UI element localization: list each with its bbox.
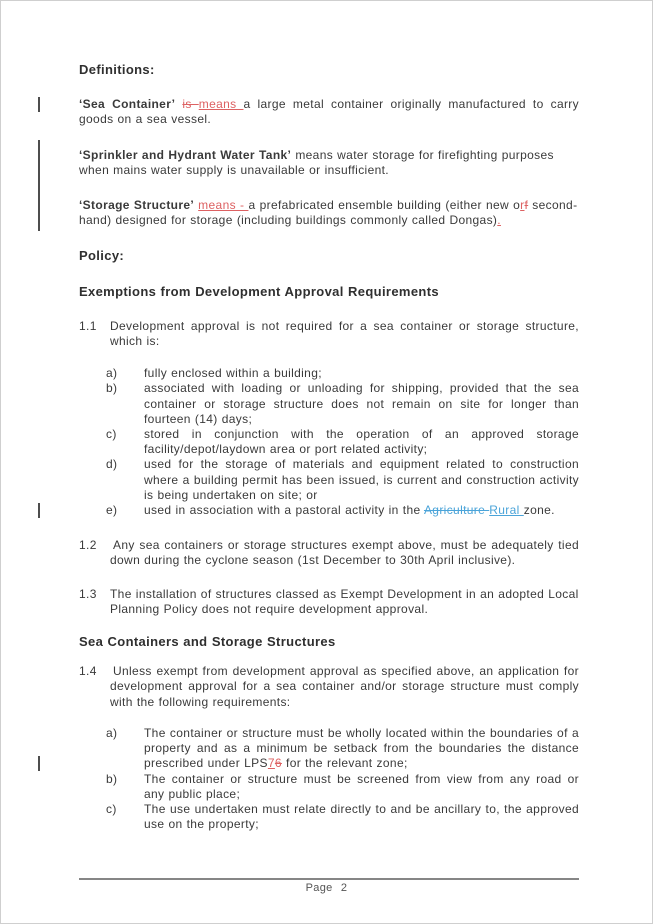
tracked-insertion-blue: Rural — [489, 503, 524, 518]
policy-heading: Policy: — [79, 248, 125, 264]
subclause-text: used for the storage of materials and equipment related to construction where a building permit has been issued, is current and construction activity is being undertaken on site; or — [144, 457, 579, 502]
sea-containers-heading: Sea Containers and Storage Structures — [79, 634, 336, 650]
subclause-text — [144, 503, 579, 518]
change-bar — [38, 97, 40, 112]
subclause-letter: b) — [106, 771, 118, 786]
subclause-d — [106, 457, 579, 503]
change-bar — [38, 756, 40, 771]
subclause-c — [106, 427, 579, 457]
subclause-a — [106, 726, 579, 772]
subclause-text-part: used in association with a pastoral activity in the — [144, 503, 424, 518]
subclause-letter: d) — [106, 457, 118, 472]
definitions-heading: Definitions: — [79, 62, 155, 77]
clause-1-2 — [79, 538, 579, 568]
subclause-letter: c) — [106, 427, 117, 442]
tracked-insertion: r — [520, 198, 525, 213]
clause-number: 1.4 — [79, 664, 97, 679]
subclause-letter: b) — [106, 381, 118, 396]
clause-text: The installation of structures classed as Exempt Development in an adopted Local Planning Policy does not require development approval. — [110, 586, 579, 616]
subclause-e — [106, 503, 579, 518]
clause-text: Unless exempt from development approval as specified above, an application for development approval for a sea container and/or storage structure must comply with the following requirements: — [110, 664, 579, 709]
subclause-text: The use undertaken must relate directly to and be ancillary to, the approved use on the property; — [144, 801, 579, 832]
definition-storage-structure — [79, 198, 579, 228]
subclause-a — [106, 366, 579, 381]
clause-1-4 — [79, 664, 579, 710]
subclause-b — [106, 381, 579, 427]
clause-1-3 — [79, 587, 579, 617]
definition-sea-container — [79, 97, 579, 127]
footer-rule — [79, 878, 579, 880]
clause-1-1 — [79, 319, 579, 349]
subclause-text: associated with loading or unloading for shipping, provided that the sea container or storage structure does not remain on site for longer than fourteen (14) days; — [144, 381, 579, 426]
tracked-insertion: means - — [198, 198, 249, 213]
clause-1-1-sublist — [106, 366, 579, 518]
document-content — [79, 62, 579, 832]
clause-number: 1.1 — [79, 318, 97, 333]
subclause-letter: a) — [106, 366, 118, 381]
defined-term: ‘Sprinkler and Hydrant Water Tank’ — [79, 147, 292, 162]
subclause-c — [106, 802, 579, 832]
subclause-letter: a) — [106, 725, 118, 740]
change-bar — [38, 503, 40, 518]
definition-sprinkler-tank — [79, 148, 579, 178]
subclause-text — [144, 726, 579, 772]
definition-text: a prefabricated ensemble building (either new o — [248, 198, 521, 213]
exemptions-heading: Exemptions from Development Approval Requirements — [79, 283, 439, 299]
tracked-deletion-blue: Agriculture — [423, 503, 490, 518]
tracked-deletion: 6 — [274, 756, 282, 771]
subclause-letter: e) — [106, 503, 118, 518]
clause-number: 1.3 — [79, 586, 97, 601]
tracked-insertion: means — [198, 97, 244, 112]
subclause-text-part: for the relevant zone; — [281, 756, 408, 771]
subclause-letter: c) — [106, 801, 117, 816]
definition-text: means water storage for firefighting purposes when mains water supply is unavailable or insufficient. — [79, 147, 554, 177]
subclause-text-part: zone. — [523, 503, 555, 518]
clause-1-4-sublist — [106, 726, 579, 832]
subclause-text: The container or structure must be screened from view from any road or any public place; — [144, 771, 579, 801]
clause-text: Any sea containers or storage structures exempt above, must be adequately tied down during the cyclone season (1st December to 30th April inclusive). — [110, 538, 579, 568]
tracked-deletion: is — [182, 97, 199, 112]
tracked-deletion: f — [524, 198, 529, 213]
defined-term: ‘Sea Container’ — [79, 97, 176, 112]
clause-text: Development approval is not required for a sea container or storage structure, which is: — [110, 318, 579, 349]
definition-text: second-hand) designed for storage (including buildings commonly called Dongas) — [79, 198, 578, 228]
page-number: Page 2 — [305, 882, 348, 894]
change-bar — [38, 140, 40, 231]
defined-term: ‘Storage Structure’ — [79, 198, 195, 213]
definition-text: a large metal container originally manufactured to carry goods on a sea vessel. — [79, 97, 580, 127]
subclause-text: fully enclosed within a building; — [144, 366, 322, 381]
subclause-text: stored in conjunction with the operation of an approved storage facility/depot/laydown area or port related activity; — [144, 427, 579, 457]
subclause-text-part: The container or structure must be wholly located within the boundaries of a property and as a minimum be setback from the boundaries the distance prescribed under LPS — [144, 725, 579, 771]
tracked-insertion: 7 — [267, 756, 275, 771]
clause-number: 1.2 — [79, 538, 97, 553]
subclause-b — [106, 772, 579, 802]
tracked-insertion: . — [497, 213, 501, 228]
